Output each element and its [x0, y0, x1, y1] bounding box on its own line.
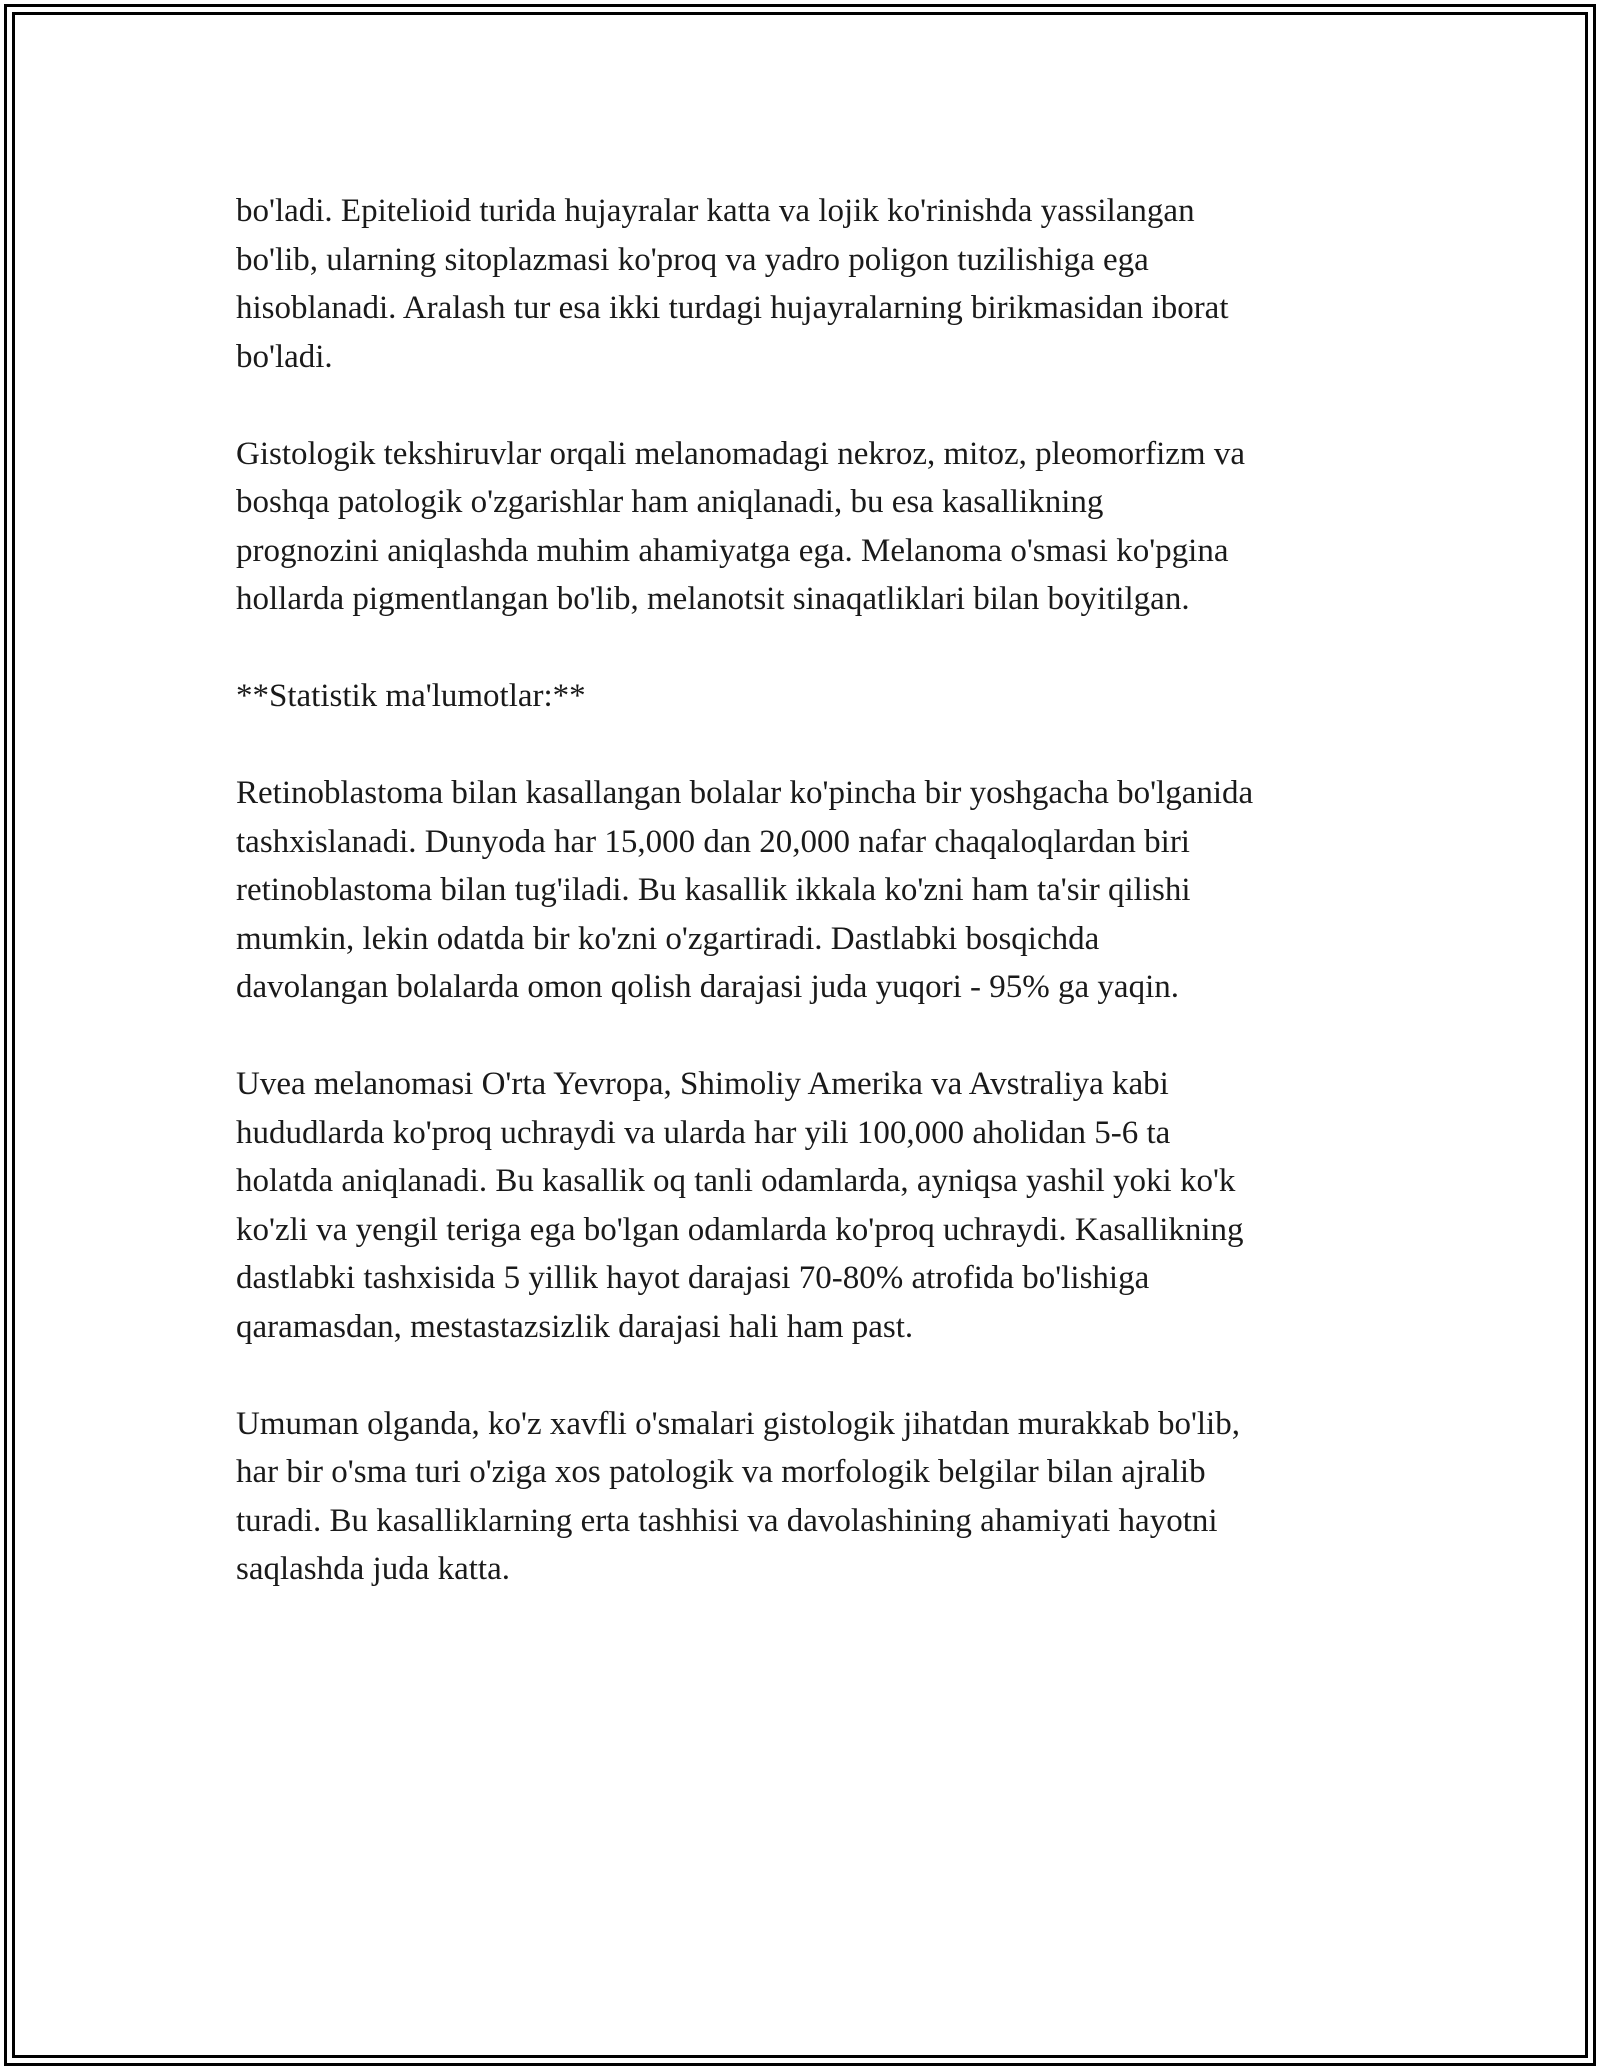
text-line: mumkin, lekin odatda bir ko'zni o'zgartiradi. Dastlabki bosqichda: [236, 920, 1100, 957]
text-line: Gistologik tekshiruvlar orqali melanomadagi nekroz, mitoz, pleomorfizm va: [236, 435, 1245, 472]
text-line: hollarda pigmentlangan bo'lib, melanotsit sinaqatliklari bilan boyitilgan.: [236, 581, 1190, 617]
text-line: retinoblastoma bilan tug'iladi. Bu kasallik ikkala ko'zni ham ta'sir qilishi: [236, 872, 1191, 908]
text-line: davolangan bolalarda omon qolish darajasi juda yuqori - 95% ga yaqin.: [236, 969, 1179, 1005]
document-body: [236, 187, 1376, 1642]
heading-line: **Statistik ma'lumotlar:**: [236, 678, 586, 714]
section-heading-statistics: [236, 672, 1376, 721]
paragraph-conclusion: [236, 1400, 1376, 1594]
paragraph-uveal-melanoma: [236, 1060, 1376, 1351]
paragraph-retinoblastoma: [236, 769, 1376, 1012]
text-line: prognozini aniqlashda muhim ahamiyatga ega. Melanoma o'smasi ko'pgina: [236, 532, 1229, 569]
text-line: Uvea melanomasi O'rta Yevropa, Shimoliy Amerika va Avstraliya kabi: [236, 1066, 1169, 1102]
text-line: boshqa patologik o'zgarishlar ham aniqlanadi, bu esa kasallikning: [236, 484, 1104, 520]
text-line: har bir o'sma turi o'ziga xos patologik va morfologik belgilar bilan ajralib: [236, 1454, 1206, 1490]
text-line: holatda aniqlanadi. Bu kasallik oq tanli odamlarda, ayniqsa yashil yoki ko'k: [236, 1163, 1236, 1199]
text-line: dastlabki tashxisida 5 yillik hayot darajasi 70-80% atrofida bo'lishiga: [236, 1260, 1150, 1296]
text-line: bo'ladi. Epitelioid turida hujayralar katta va lojik ko'rinishda yassilangan: [236, 193, 1195, 229]
text-line: Umuman olganda, ko'z xavfli o'smalari gistologik jihatdan murakkab bo'lib,: [236, 1405, 1240, 1442]
text-line: bo'lib, ularning sitoplazmasi ko'proq va yadro poligon tuzilishiga ega: [236, 241, 1149, 278]
text-line: hududlarda ko'proq uchraydi va ularda har yili 100,000 aholidan 5-6 ta: [236, 1114, 1171, 1151]
text-line: turadi. Bu kasalliklarning erta tashhisi va davolashining ahamiyati hayotni: [236, 1502, 1218, 1539]
text-line: ko'zli va yengil teriga ega bo'lgan odamlarda ko'proq uchraydi. Kasallikning: [236, 1211, 1244, 1248]
paragraph-histology: [236, 430, 1376, 624]
text-line: Retinoblastoma bilan kasallangan bolalar ko'pincha bir yoshgacha bo'lganida: [236, 775, 1254, 811]
text-line: hisoblanadi. Aralash tur esa ikki turdagi hujayralarning birikmasidan iborat: [236, 290, 1229, 326]
text-line: qaramasdan, mestastazsizlik darajasi hali ham past.: [236, 1308, 914, 1345]
text-line: bo'ladi.: [236, 338, 333, 375]
text-line: tashxislanadi. Dunyoda har 15,000 dan 20,000 nafar chaqaloqlardan biri: [236, 823, 1190, 860]
paragraph-cell-types: [236, 187, 1376, 381]
text-line: saqlashda juda katta.: [236, 1551, 510, 1587]
